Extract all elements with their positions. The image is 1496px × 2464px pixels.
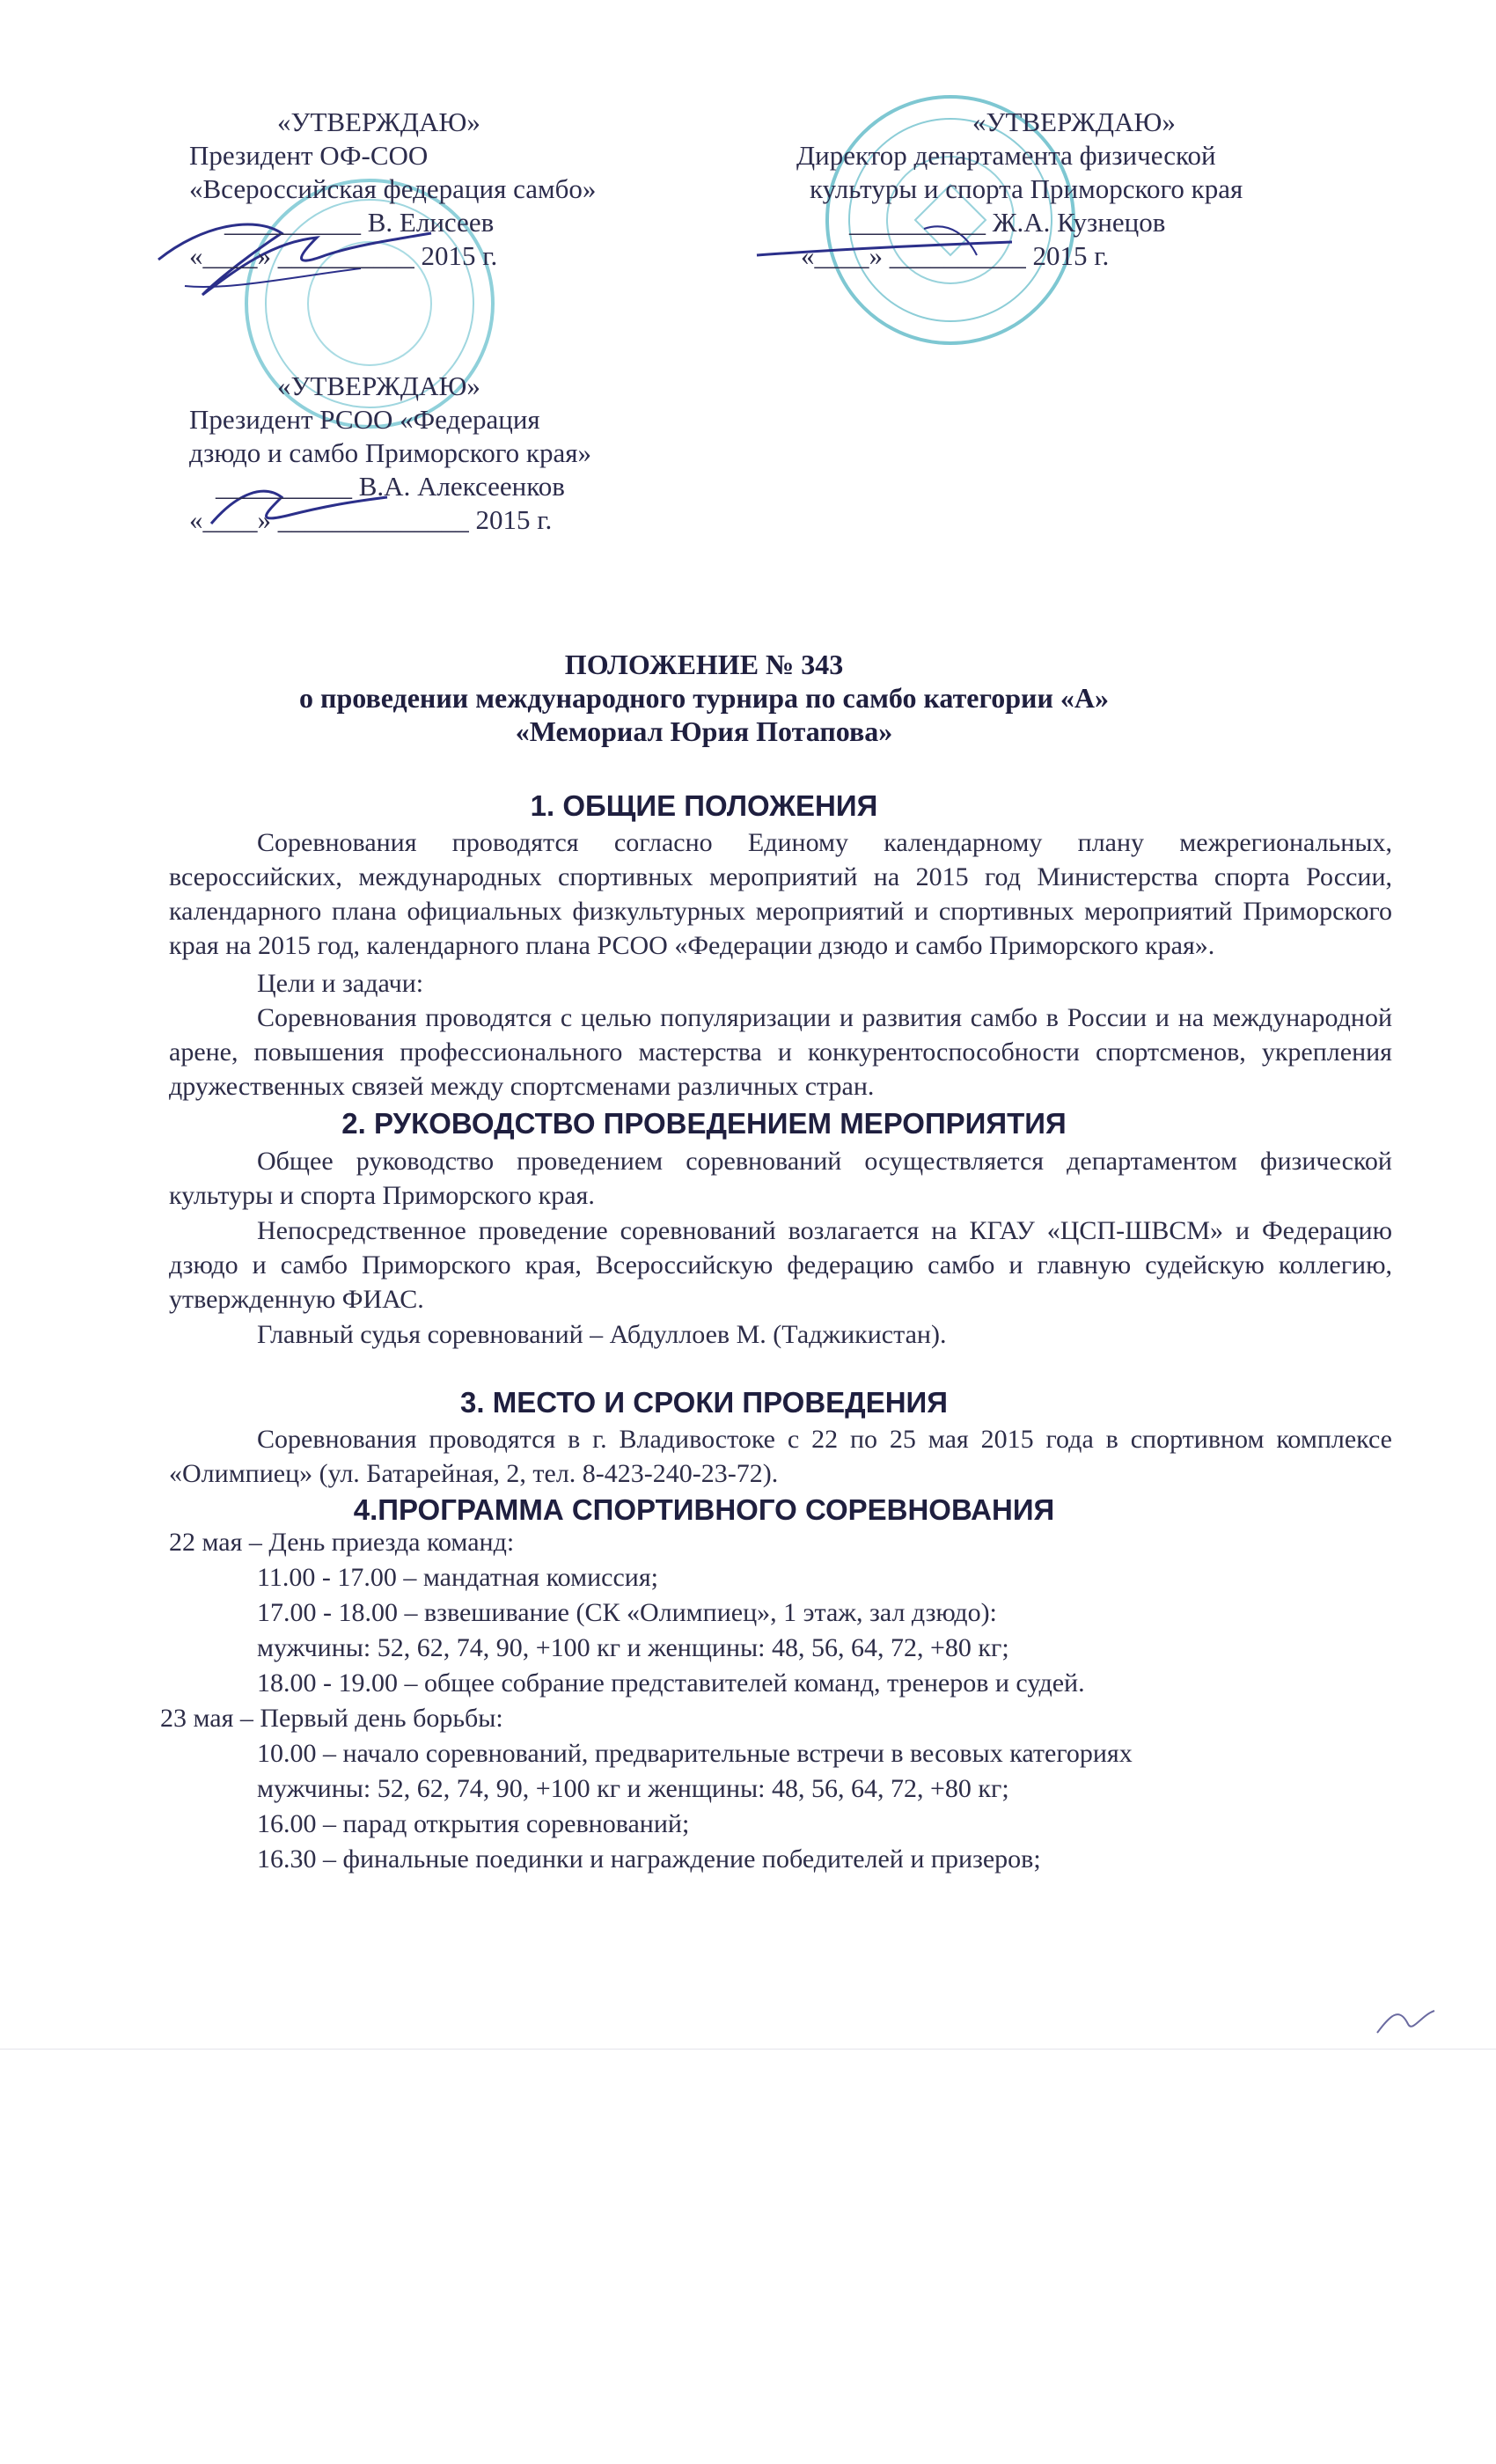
schedule-item: 17.00 - 18.00 – взвешивание (СК «Олимпиец», 1 этаж, зал дзюдо): — [257, 1598, 997, 1627]
approval-signature-line: __________ В. Елисеев — [224, 207, 495, 238]
schedule-day-2: 23 мая – Первый день борьбы: — [160, 1704, 503, 1733]
section-3-title: 3. МЕСТО И СРОКИ ПРОВЕДЕНИЯ — [460, 1386, 948, 1419]
section-2-paragraph: Непосредственное проведение соревнований возлагается на КГАУ «ЦСП-ШВСМ» и Федерацию дзюдо и самбо Приморского края, Всероссийскую федерацию самбо и главную судейскую коллегию, утвержденную ФИАС. — [169, 1216, 1392, 1314]
approval-block-1 — [189, 106, 596, 273]
approval-heading: «УТВЕРЖДАЮ» — [277, 106, 480, 137]
document-subtitle: о проведении международного турнира по самбо категории «А» — [299, 682, 1109, 714]
section-1-title: 1. ОБЩИЕ ПОЛОЖЕНИЯ — [530, 789, 878, 822]
schedule-day-1: 22 мая – День приезда команд: — [169, 1528, 515, 1557]
section-1-goals-label: Цели и задачи: — [257, 969, 424, 998]
approval-signature-line: __________ Ж.А. Кузнецов — [849, 207, 1166, 238]
section-3-paragraph: Соревнования проводятся в г. Владивостоке с 22 по 25 мая 2015 года в спортивном комплексе «Олимпиец» (ул. Батарейная, 2, тел. 8-423-240-23-72). — [169, 1425, 1392, 1488]
approval-block-2 — [796, 106, 1243, 273]
section-1-goals-text: Соревнования проводятся с целью популяризации и развития самбо в России и на международной арене, повышения профессионального мастерства и конкурентоспособности спортсменов, укрепления дружественных связей между спортсменами различных стран. — [169, 1003, 1392, 1101]
approval-heading: «УТВЕРЖДАЮ» — [277, 370, 480, 401]
approval-date-line: «____» ______________ 2015 г. — [189, 504, 553, 535]
document-title-block — [176, 648, 1232, 748]
section-2-chief-judge: Главный судья соревнований – Абдуллоев М. (Таджикистан). — [257, 1320, 947, 1349]
schedule-item: мужчины: 52, 62, 74, 90, +100 кг и женщины: 48, 56, 64, 72, +80 кг; — [257, 1774, 1009, 1803]
approval-position-line: Президент ОФ-СОО — [189, 140, 429, 171]
document-subtitle-2: «Мемориал Юрия Потапова» — [515, 715, 893, 747]
schedule-item: 18.00 - 19.00 – общее собрание представителей команд, тренеров и судей. — [257, 1668, 1085, 1698]
approval-date-line: «____» __________ 2015 г. — [801, 240, 1110, 271]
approval-heading: «УТВЕРЖДАЮ» — [972, 106, 1176, 137]
approval-signature-line: __________ В.А. Алексеенков — [216, 471, 565, 502]
approval-position-line: дзюдо и самбо Приморского края» — [189, 437, 591, 468]
section-2-title: 2. РУКОВОДСТВО ПРОВЕДЕНИЕМ МЕРОПРИЯТИЯ — [341, 1107, 1067, 1140]
document-title: ПОЛОЖЕНИЕ № 343 — [564, 649, 844, 680]
schedule-item: 11.00 - 17.00 – мандатная комиссия; — [257, 1563, 658, 1592]
approval-date-line: «____» __________ 2015 г. — [189, 240, 498, 271]
schedule-item: 16.30 – финальные поединки и награждение победителей и призеров; — [257, 1844, 1041, 1874]
approval-position-line: «Всероссийская федерация самбо» — [189, 173, 597, 204]
initials-mark — [1373, 1998, 1443, 2042]
approval-block-3 — [189, 370, 591, 537]
approval-position-line: Президент РСОО «Федерация — [189, 404, 540, 435]
section-1-paragraph: Соревнования проводятся согласно Единому календарному плану межрегиональных, всероссийских, международных спортивных мероприятий на 2015 год Министерства спорта России, календарного плана официальных физкультурных мероприятий и спортивных мероприятий Приморского края на 2015 год, календарного плана РСОО «Федерации дзюдо и самбо Приморского края». — [169, 828, 1392, 960]
approval-position-line: Директор департамента физической — [796, 140, 1216, 171]
schedule-item: мужчины: 52, 62, 74, 90, +100 кг и женщины: 48, 56, 64, 72, +80 кг; — [257, 1633, 1009, 1662]
approval-position-line: культуры и спорта Приморского края — [810, 173, 1243, 204]
section-4-title: 4.ПРОГРАММА СПОРТИВНОГО СОРЕВНОВАНИЯ — [353, 1493, 1055, 1526]
section-2-paragraph: Общее руководство проведением соревнований осуществляется департаментом физической культуры и спорта Приморского края. — [169, 1147, 1392, 1210]
schedule-item: 10.00 – начало соревнований, предварительные встречи в весовых категориях — [257, 1739, 1133, 1768]
schedule-item: 16.00 – парад открытия соревнований; — [257, 1809, 690, 1838]
